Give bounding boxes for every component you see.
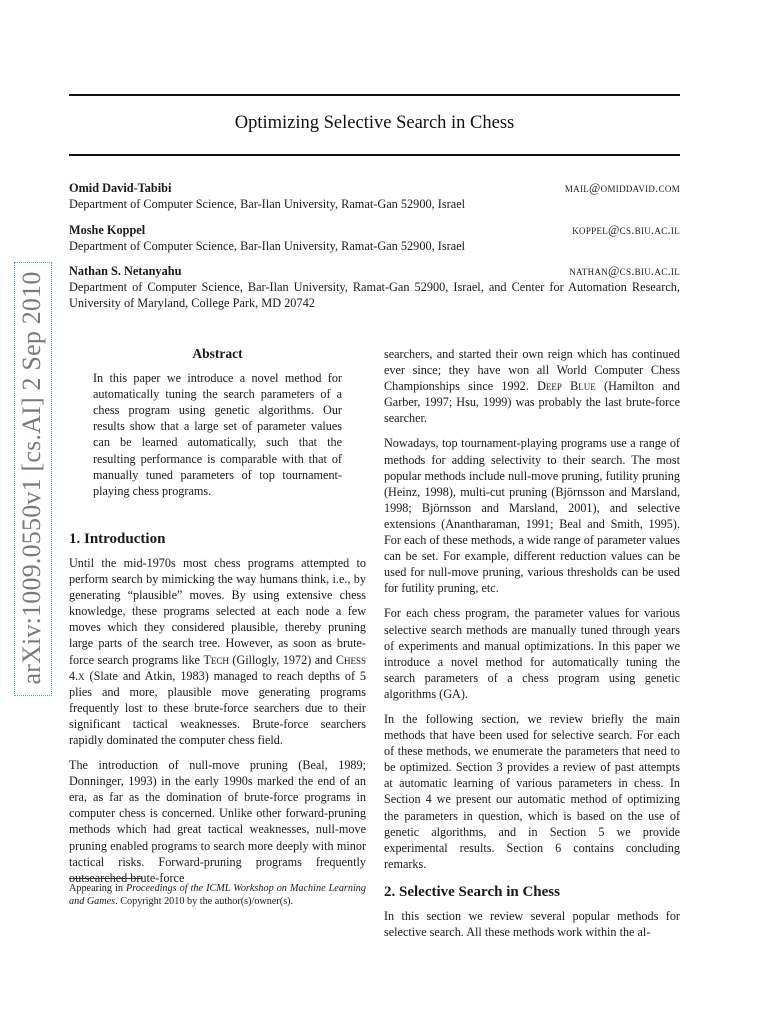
program-name-chess: Chess 4.x: [69, 652, 366, 683]
right-column: [384, 346, 680, 949]
body-paragraph: Nowadays, top tournament-playing programs use a range of methods for adding selectivity to their search. The most popular methods include null-move pruning, futility pruning (Heinz, 1998), multi-cut pruning (Björnsson and Marsland, 1998; Björnsson and Marsland, 2001), and selective extensions (Anantharaman, 1991; Beal and Smith, 1995). For each of these methods, a wide range of parameter values can be set. For example, different reduction values can be used for null-move pruning, various thresholds can be used for futility pruning, etc.: [384, 436, 680, 596]
author-name: Omid David-Tabibi: [69, 181, 172, 195]
footnote: Appearing in Proceedings of the ICML Workshop on Machine Learning and Games. Copyright 2010 by the author(s)/owner(s).: [69, 883, 366, 907]
intro-paragraph: The introduction of null-move pruning (Beal, 1989; Donninger, 1993) in the early 1990s marked the end of an era, as far as the domination of brute-force programs in computer chess is concerned. Unlike other forward-pruning methods which had great tactical weaknesses, null-move pruning enabled programs to search more deeply with minor tactical risks. Forward-pruning programs frequently outsearched brute-force: [69, 758, 366, 885]
author-affiliation: Department of Computer Science, Bar-Ilan University, Ramat-Gan 52900, Israel: [69, 197, 466, 211]
footnote-venue: Proceedings of the ICML Workshop on Machine Learning and Games: [69, 883, 366, 907]
intro-paragraph: Until the mid-1970s most chess programs attempted to perform search by mimicking the way humans think, i.e., by generating “plausible” moves. By using extensive chess knowledge, these programs selected at each node a few moves which they considered plausible, thereby pruning large parts of the search tree. However, as soon as brute-force search programs like Tech (Gillogly, 1972) and Chess 4.x (Slate and Atkin, 1983) managed to reach depths of 5 plies and more, plausible move generating programs frequently lost to these brute-force searchers due to their significant tactical weaknesses. Brute-force searchers rapidly dominated the computer chess field.: [69, 555, 366, 747]
author-1: [69, 180, 680, 212]
title-bottom-rule: [69, 154, 680, 156]
author-email[interactable]: mail@omiddavid.com: [564, 181, 680, 195]
author-name: Nathan S. Netanyahu: [69, 264, 182, 278]
paper-title: Optimizing Selective Search in Chess: [234, 113, 515, 133]
title-top-rule: [69, 94, 680, 96]
footnote-rule: [69, 878, 143, 879]
body-paragraph: searchers, and started their own reign which has continued ever since; they have won all World Computer Chess Championships since 1992. Deep Blue (Hamilton and Garber, 1997; Hsu, 1999) was probably the last brute-force searcher.: [384, 347, 680, 426]
author-2: [69, 222, 680, 254]
body-paragraph: In the following section, we review briefly the main methods that have been used for selective search. For each of these methods, we enumerate the parameters that need to be optimized. Section 3 provides a review of past attempts at automatic learning of various parameters in chess. In Section 4 we present our automatic method of optimizing the parameters in question, which is based on the use of genetic algorithms, and in Section 5 we provide experimental results. Section 6 contains concluding remarks.: [384, 711, 680, 871]
author-affiliation: Department of Computer Science, Bar-Ilan University, Ramat-Gan 52900, Israel, and Center for Automation Research, University of Maryland, College Park, MD 20742: [69, 280, 680, 310]
author-email[interactable]: nathan@cs.biu.ac.il: [569, 264, 680, 278]
author-affiliation: Department of Computer Science, Bar-Ilan University, Ramat-Gan 52900, Israel: [69, 239, 466, 253]
abstract-text: In this paper we introduce a novel method for automatically tuning the search parameters of a chess program using genetic algorithms. Our results show that a large set of parameter values can be learned automatically, such that the resulting performance is comparable with that of manually tuned parameters of top tournament-playing chess programs.: [93, 371, 342, 498]
program-name-deep-blue: Deep Blue: [537, 379, 596, 394]
abstract-heading: Abstract: [192, 346, 243, 361]
author-3: [69, 263, 680, 311]
left-column: [69, 346, 366, 895]
author-email[interactable]: koppel@cs.biu.ac.il: [572, 223, 680, 237]
author-name: Moshe Koppel: [69, 223, 146, 237]
section-heading-selective-search: 2. Selective Search in Chess: [384, 883, 560, 900]
section-heading-introduction: 1. Introduction: [69, 530, 166, 547]
body-paragraph: In this section we review several popular methods for selective search. All these methods work within the al-: [384, 909, 680, 940]
body-paragraph: For each chess program, the parameter values for various selective search methods are manually tuned through years of experiments and manual optimizations. In this paper we introduce a novel method for automatically tuning the search parameters of a chess program using genetic algorithms (GA).: [384, 606, 680, 701]
program-name-tech: Tech: [203, 652, 229, 667]
arxiv-identifier: arXiv:1009.0550v1 [cs.AI] 2 Sep 2010: [17, 271, 46, 685]
